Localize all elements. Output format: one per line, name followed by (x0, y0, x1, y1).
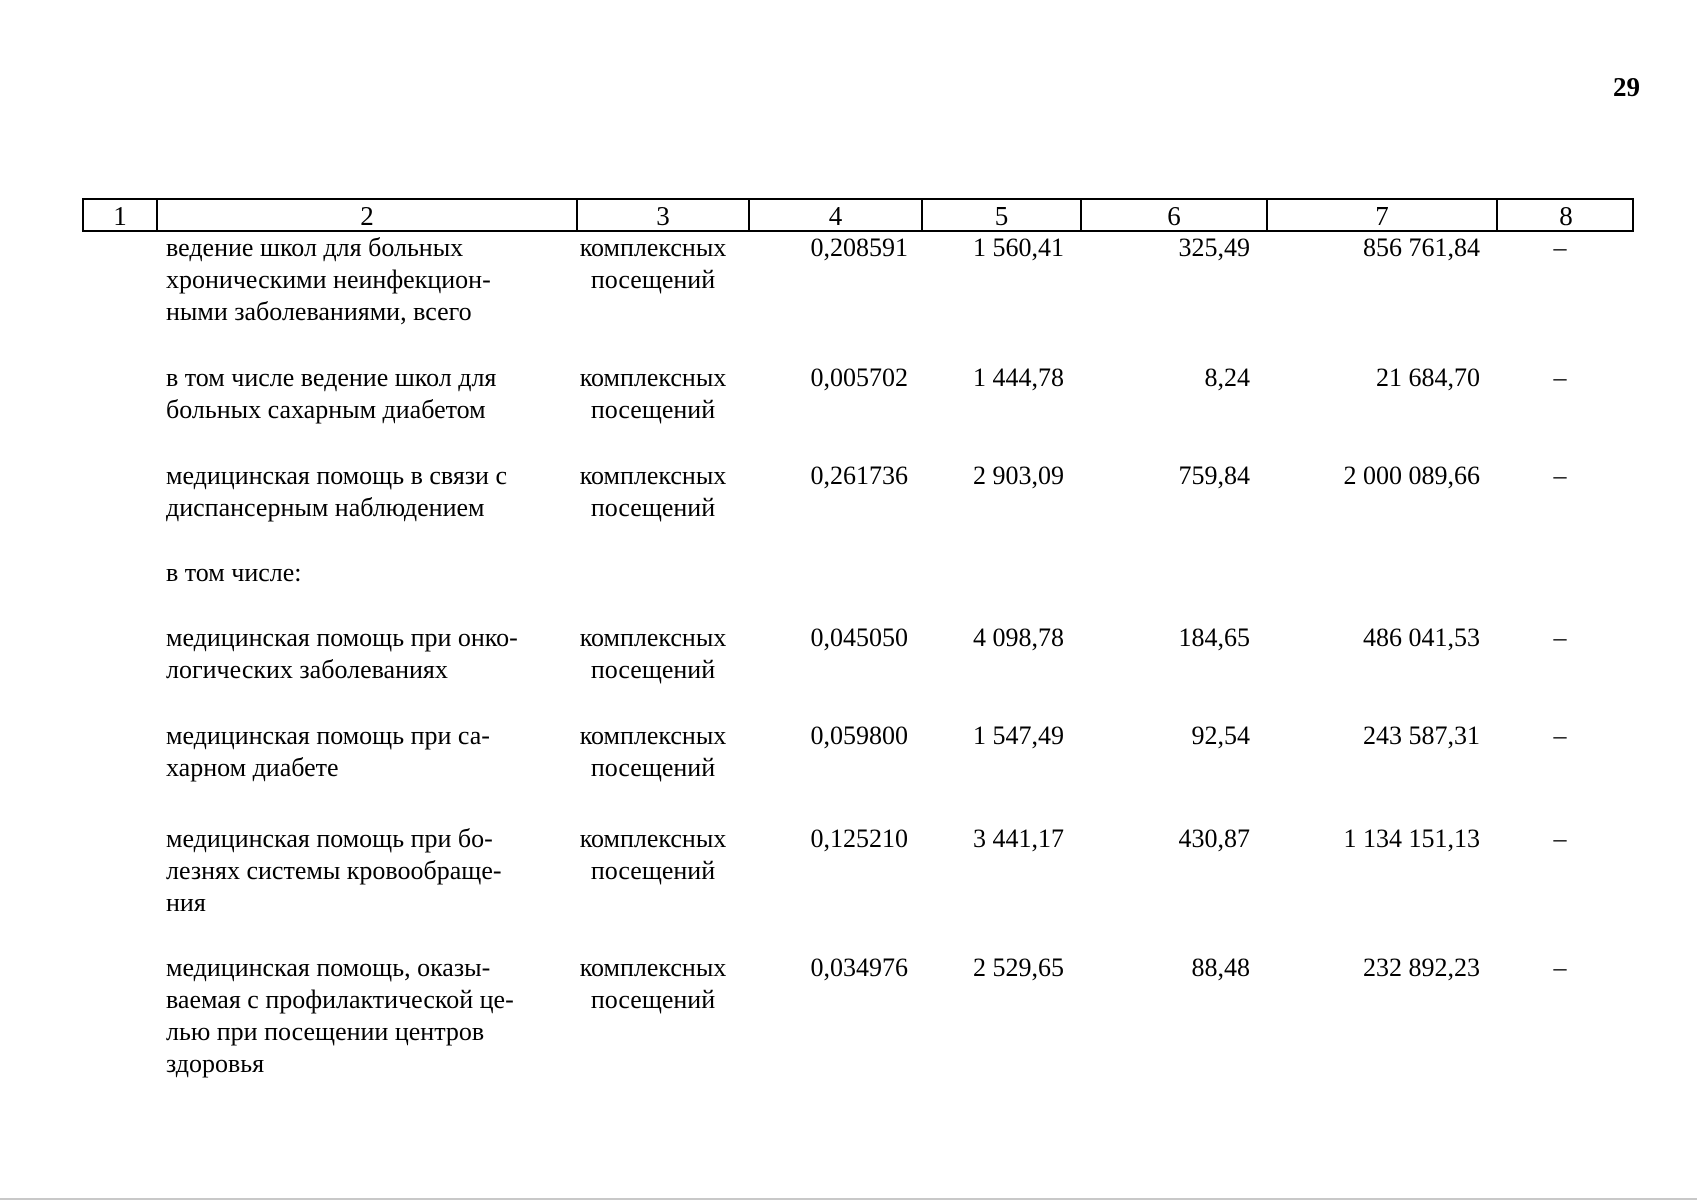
header-col-1: 1 (113, 201, 127, 231)
row-col-6: 430,87 (1178, 824, 1250, 853)
row-col-7: 2 000 089,66 (1343, 461, 1480, 490)
row-col-8: – (1553, 623, 1567, 652)
row-col-5: 1 444,78 (973, 363, 1064, 392)
row-col-4: 0,261736 (810, 461, 908, 490)
row-unit: комплексных посещений (579, 233, 727, 294)
row-name: в том числе: (166, 558, 302, 587)
row-col-7: 243 587,31 (1363, 721, 1480, 750)
page-number: 29 (1613, 72, 1640, 102)
row-unit: комплексных посещений (579, 953, 727, 1014)
row-name: медицинская помощь при са- харном диабете (166, 721, 490, 782)
row-name: медицинская помощь в связи с диспансерным наблюдением (166, 461, 507, 522)
row-col-7: 486 041,53 (1363, 623, 1480, 652)
header-col-3: 3 (576, 200, 748, 230)
row-col-6: 759,84 (1178, 461, 1250, 490)
row-col-7: 856 761,84 (1363, 233, 1480, 262)
row-col-8: – (1553, 233, 1567, 262)
row-unit: комплексных посещений (579, 824, 727, 885)
row-col-8: – (1553, 953, 1567, 982)
row-col-5: 4 098,78 (973, 623, 1064, 652)
row-col-6: 92,54 (1191, 721, 1250, 750)
row-col-4: 0,005702 (810, 363, 908, 392)
row-col-6: 88,48 (1191, 953, 1250, 982)
header-col-7: 7 (1266, 200, 1496, 230)
row-unit: комплексных посещений (579, 461, 727, 522)
row-col-8: – (1553, 824, 1567, 853)
row-name: ведение школ для больных хроническими неинфекцион- ными заболеваниями, всего (166, 233, 491, 326)
row-unit: комплексных посещений (579, 363, 727, 424)
row-col-6: 184,65 (1178, 623, 1250, 652)
row-name: в том числе ведение школ для больных сахарным диабетом (166, 363, 497, 424)
row-col-5: 1 547,49 (973, 721, 1064, 750)
row-col-7: 1 134 151,13 (1343, 824, 1480, 853)
header-col-4: 4 (748, 200, 921, 230)
row-col-8: – (1553, 363, 1567, 392)
row-unit: комплексных посещений (579, 623, 727, 684)
row-col-5: 3 441,17 (973, 824, 1064, 853)
table-header-row (82, 198, 1634, 232)
row-col-8: – (1553, 461, 1567, 490)
row-col-7: 232 892,23 (1363, 953, 1480, 982)
row-col-4: 0,125210 (810, 824, 908, 853)
header-col-5: 5 (921, 200, 1080, 230)
header-col-2: 2 (156, 200, 576, 230)
row-col-6: 8,24 (1204, 363, 1250, 392)
row-col-4: 0,208591 (810, 233, 908, 262)
row-unit: комплексных посещений (579, 721, 727, 782)
row-col-5: 2 903,09 (973, 461, 1064, 490)
row-name: медицинская помощь при бо- лезнях системы кровообраще- ния (166, 824, 502, 917)
row-name: медицинская помощь при онко- логических заболеваниях (166, 623, 518, 684)
row-col-4: 0,045050 (810, 623, 908, 652)
row-col-6: 325,49 (1178, 233, 1250, 262)
row-col-5: 1 560,41 (973, 233, 1064, 262)
row-col-4: 0,059800 (810, 721, 908, 750)
row-col-8: – (1553, 721, 1567, 750)
header-col-8: 8 (1496, 200, 1634, 230)
row-col-4: 0,034976 (810, 953, 908, 982)
header-col-6: 6 (1080, 200, 1266, 230)
row-col-5: 2 529,65 (973, 953, 1064, 982)
row-name: медицинская помощь, оказы- ваемая с профилактической це- лью при посещении центров здоровья (166, 953, 514, 1078)
row-col-7: 21 684,70 (1376, 363, 1480, 392)
